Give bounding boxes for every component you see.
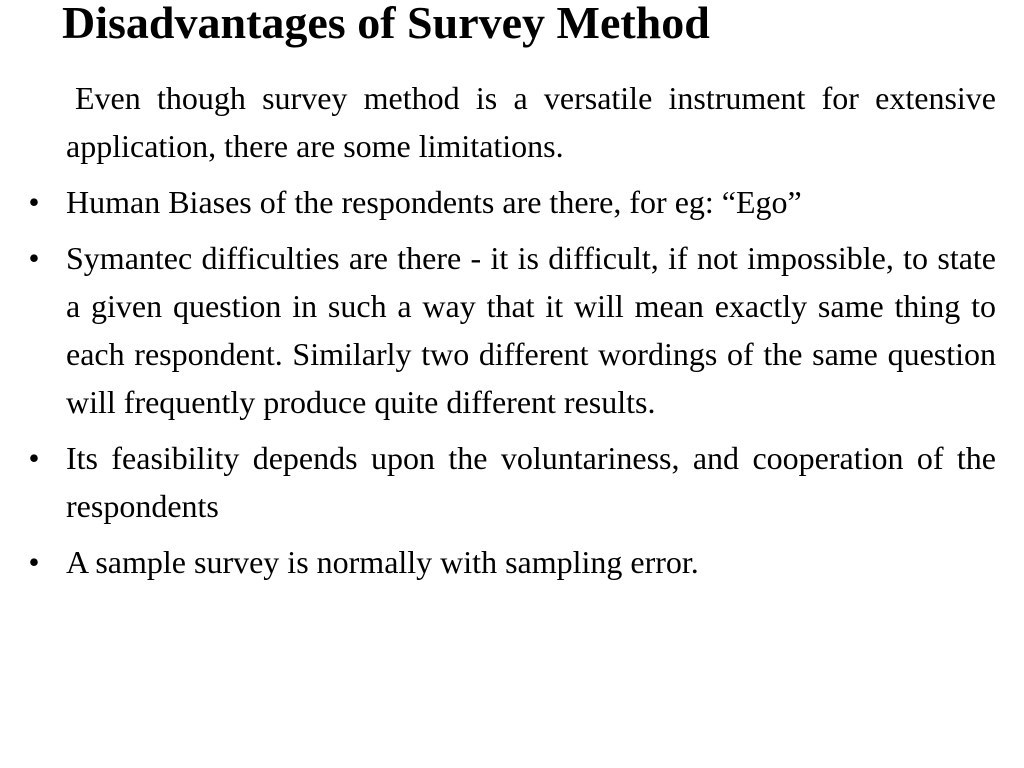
bullet-item-semantic-difficulties <box>24 234 996 426</box>
intro-paragraph: Even though survey method is a versatile instrument for extensive application, there are some limitations. <box>66 80 996 164</box>
bullet-item-feasibility <box>24 434 996 530</box>
bullet-text: Its feasibility depends upon the voluntariness, and cooperation of the respondents <box>66 440 996 524</box>
bullet-item-human-biases <box>24 178 996 226</box>
bullet-marker: • <box>28 544 40 580</box>
bullet-item-sampling-error <box>24 538 996 586</box>
bullet-text: Symantec difficulties are there - it is difficult, if not impossible, to state a given question in such a way that it will mean exactly same thing to each respondent. Similarly two different wordings of the same question will frequently produce quite different results. <box>66 240 996 420</box>
bullet-text: Human Biases of the respondents are there, for eg: “Ego” <box>66 184 802 220</box>
bullet-list <box>24 178 996 586</box>
bullet-marker: • <box>28 440 40 476</box>
bullet-text: A sample survey is normally with sampling error. <box>66 544 699 580</box>
slide-body <box>24 74 996 594</box>
bullet-marker: • <box>28 184 40 220</box>
bullet-marker: • <box>28 240 40 276</box>
slide-title: Disadvantages of Survey Method <box>62 0 710 48</box>
